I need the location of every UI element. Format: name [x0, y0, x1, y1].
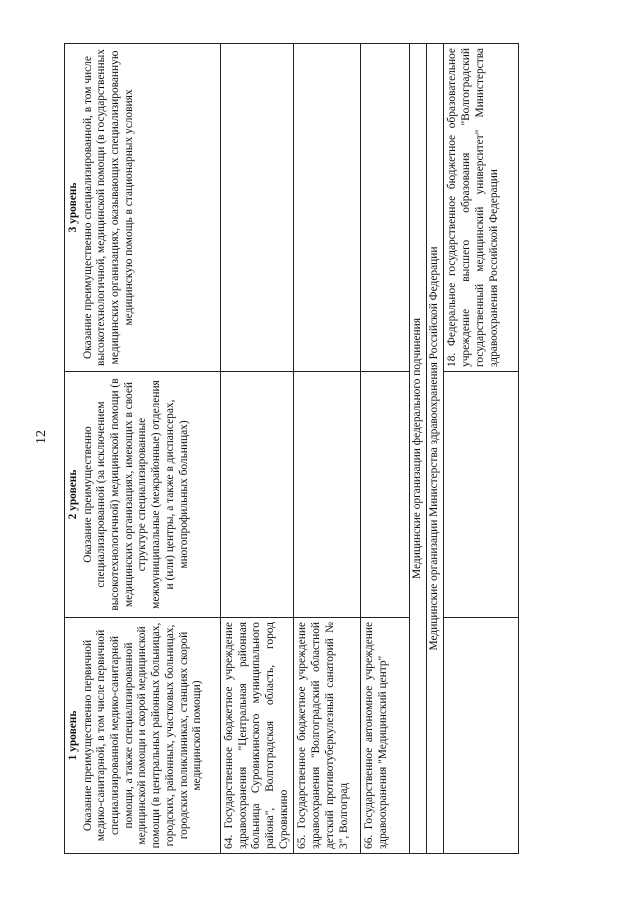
header-row	[65, 44, 221, 854]
level-1-description: Оказание преимущественно первичной медико-санитарной, в том числе первичной специализированной медико-санитарной помощи, а также специализированной медицинской помощи и скорой медицинской помощи (в центральных районных больницах, городских, районных, участковых больницах, городских поликлиниках, станциях скорой медицинской помощи)	[81, 622, 204, 849]
level-2-header	[65, 372, 221, 618]
level-3-description: Оказание преимущественно специализированной, в том числе высокотехнологичной, медицинской помощи (в государственных медицинских организациях, оказывающих специализированную медицинскую помощь в стационарных условиях	[81, 49, 135, 366]
level-2-title: 2 уровень	[67, 469, 79, 520]
table-row	[294, 44, 361, 854]
level-3-title: 3 уровень	[67, 182, 79, 233]
empty-cell	[444, 618, 519, 854]
organization-65: 65. Государственное бюджетное учреждение здравоохранения "Волгоградский областной детский противотуберкулезный санаторий № 3", Волгоград	[294, 618, 361, 854]
empty-cell	[361, 44, 410, 372]
empty-cell	[444, 372, 519, 618]
rotated-table-wrapper	[64, 44, 519, 854]
level-1-title: 1 уровень	[67, 710, 79, 761]
empty-cell	[221, 372, 294, 618]
empty-cell	[361, 372, 410, 618]
section-ministry: Медицинские организации Министерства здравоохранения Российской Федерации	[427, 44, 444, 854]
section-row-ministry	[427, 44, 444, 854]
section-row-federal	[410, 44, 427, 854]
level-2-description: Оказание преимущественно специализированной (за исключением высокотехнологичной) медицинской помощи (в медицинских организациях, имеющих в своей структуре специализированные межмуниципальные (межрайонные) отделения и (или) центры, а также в диспансерах, многопрофильных больницах)	[81, 378, 190, 611]
empty-cell	[294, 372, 361, 618]
organization-64: 64. Государственное бюджетное учреждение здравоохранения "Центральная районная больница Суровикинского муниципального района", Волгоградская область, город Суровикино	[221, 618, 294, 854]
level-1-header	[65, 618, 221, 854]
section-federal: Медицинские организации федерального подчинения	[410, 44, 427, 854]
table-row	[221, 44, 294, 854]
empty-cell	[294, 44, 361, 372]
organization-18: 18. Федеральное государственное бюджетное образовательное учреждение высшего образования "Волгоградский государственный медицинский университет" Министерства здравоохранения Российской Федерации	[444, 44, 519, 372]
level-3-header	[65, 44, 221, 372]
organization-66: 66. Государственное автономное учреждение здравоохранения "Медицинский центр"	[361, 618, 410, 854]
table-row	[444, 44, 519, 854]
page-number: 12	[34, 430, 49, 444]
medical-organizations-table	[64, 43, 519, 854]
table-row	[361, 44, 410, 854]
empty-cell	[221, 44, 294, 372]
